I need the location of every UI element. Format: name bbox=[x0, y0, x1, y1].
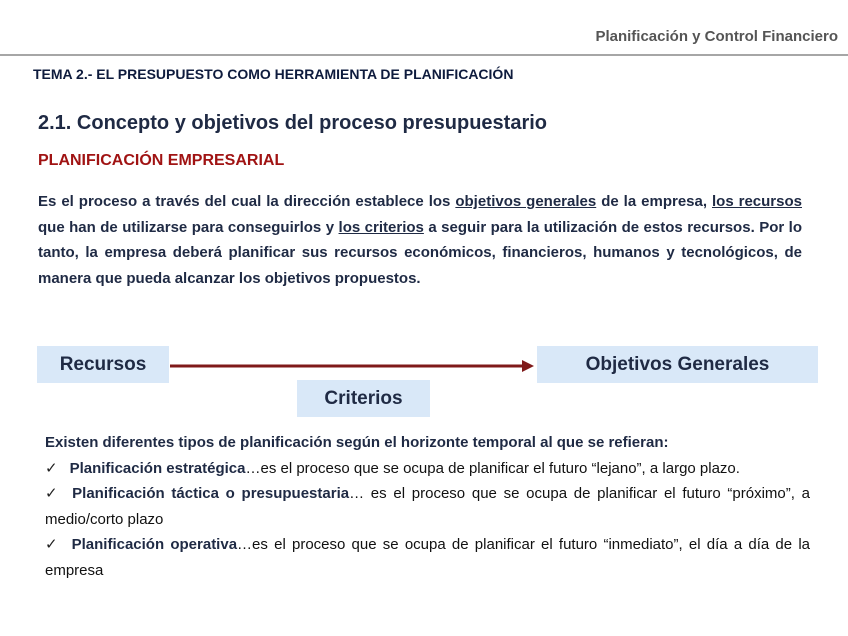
planning-types-list bbox=[45, 430, 810, 583]
item-title: Planificación operativa bbox=[71, 536, 238, 553]
item-title: Planificación táctica o presupuestaria bbox=[72, 485, 350, 502]
check-icon: ✓ bbox=[45, 459, 58, 477]
recursos-box bbox=[37, 346, 169, 383]
item-text: …es el proceso que se ocupa de planificar el futuro “lejano”, a largo plazo. bbox=[245, 459, 740, 477]
check-icon: ✓ bbox=[45, 485, 61, 502]
underlined-los-criterios: los criterios bbox=[338, 218, 424, 236]
list-item bbox=[45, 532, 810, 583]
criterios-label: Criterios bbox=[324, 387, 403, 409]
topic-heading: TEMA 2.- EL PRESUPUESTO COMO HERRAMIENTA DE PLANIFICACIÓN bbox=[33, 66, 514, 82]
item-title: Planificación estratégica bbox=[69, 459, 246, 477]
objetivos-generales-box bbox=[537, 346, 818, 383]
definition-paragraph bbox=[38, 189, 802, 291]
objetivos-label: Objetivos Generales bbox=[585, 353, 770, 375]
list-intro: Existen diferentes tipos de planificación según el horizonte temporal al que se refieran: bbox=[45, 434, 669, 451]
underlined-los-recursos: los recursos bbox=[711, 193, 802, 210]
arrow-icon bbox=[170, 358, 536, 374]
header-divider bbox=[0, 54, 848, 56]
paragraph-text: que han de utilizarse para conseguirlos y bbox=[38, 218, 339, 236]
header-title: Planificación y Control Financiero bbox=[595, 28, 838, 45]
list-item bbox=[45, 481, 810, 532]
paragraph-text: a seguir para la utilización de estos recursos. Por lo tanto, la empresa deberá planificar sus recursos económicos, financieros, humanos y tecnológicos, de manera que pueda alcanzar los objetivos propuestos. bbox=[38, 218, 803, 287]
item-text: …es el proceso que se ocupa de planificar el futuro “inmediato”, el día a día de la empresa bbox=[45, 536, 810, 579]
paragraph-text: de la empresa, bbox=[596, 193, 712, 210]
check-icon: ✓ bbox=[45, 536, 60, 553]
subsection-title: PLANIFICACIÓN EMPRESARIAL bbox=[38, 152, 285, 169]
section-title: 2.1. Concepto y objetivos del proceso presupuestario bbox=[38, 112, 548, 134]
recursos-label: Recursos bbox=[59, 353, 147, 375]
item-text: … es el proceso que se ocupa de planificar el futuro “próximo”, a medio/corto plazo bbox=[45, 485, 810, 528]
list-item bbox=[45, 456, 810, 482]
criterios-box bbox=[297, 380, 430, 417]
underlined-objetivos-generales: objetivos generales bbox=[455, 193, 597, 210]
paragraph-text: Es el proceso a través del cual la dirección establece los bbox=[38, 193, 456, 210]
